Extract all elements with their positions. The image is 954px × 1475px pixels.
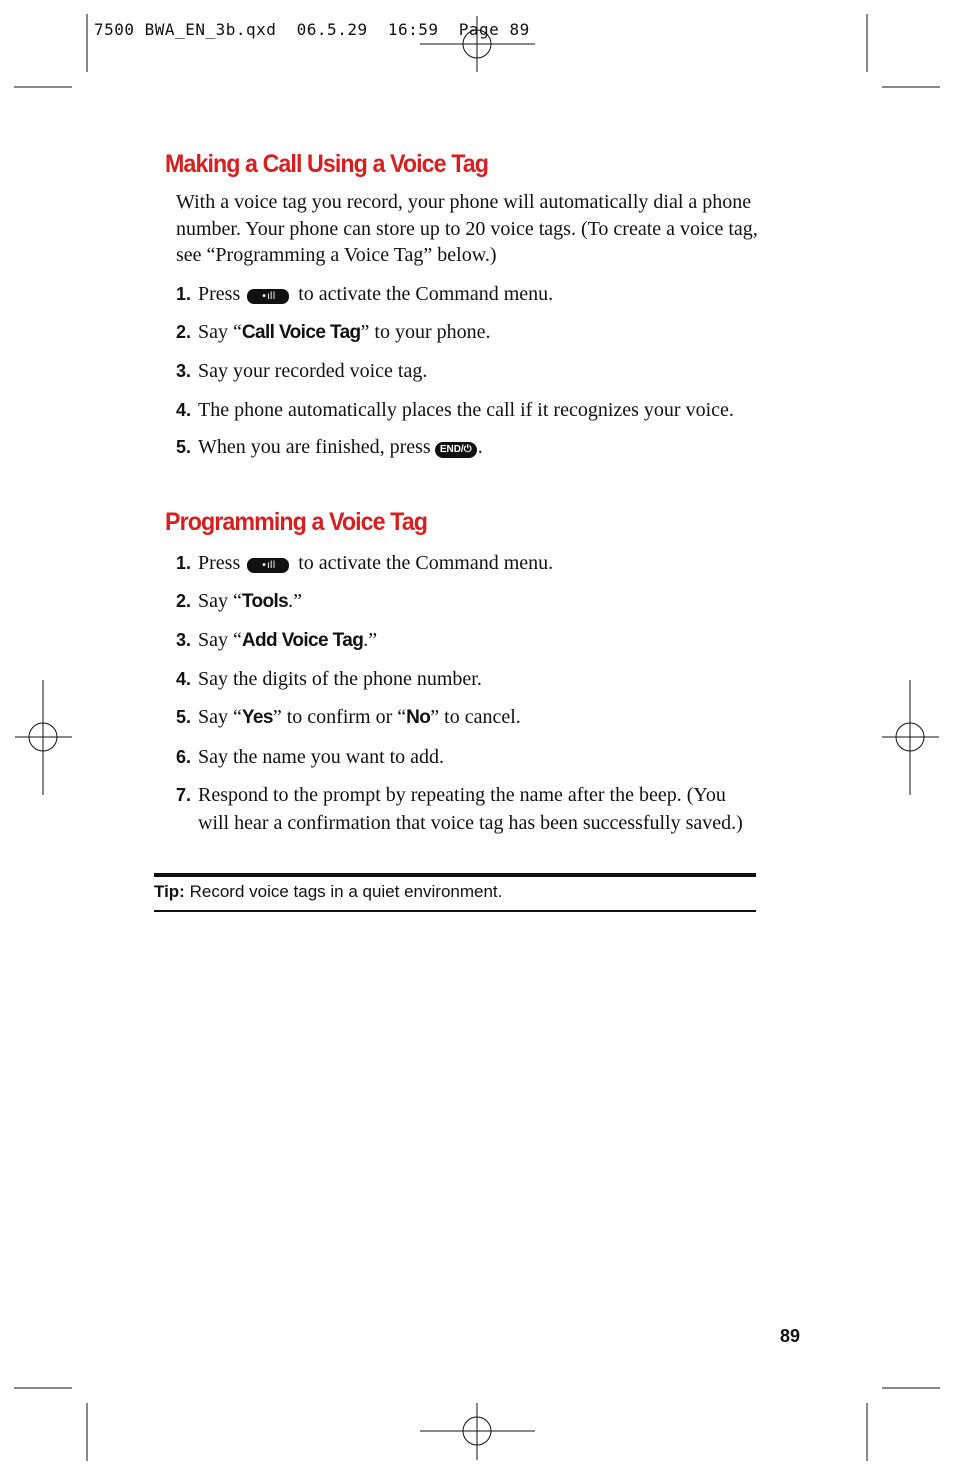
list-item: [176, 665, 761, 693]
list-item: [176, 280, 761, 308]
step-text: .”: [363, 629, 378, 651]
tip-box: [154, 873, 756, 912]
list-item: [176, 587, 761, 616]
step-number: 4.: [176, 669, 192, 689]
step-number: 4.: [176, 400, 192, 420]
step-number: 2.: [176, 591, 192, 611]
list-item: [176, 743, 761, 771]
tip-line: [154, 882, 502, 902]
step-text: The phone automatically places the call if it recognizes your voice.: [198, 399, 734, 421]
section-title-programming: Programming a Voice Tag: [165, 508, 427, 536]
step-text: Press: [198, 283, 241, 305]
steps-list-making-call: [176, 280, 761, 461]
list-item: [176, 549, 761, 577]
step-number: 5.: [176, 437, 192, 457]
step-text: Say your recorded voice tag.: [198, 360, 428, 382]
list-item: [176, 781, 761, 837]
registration-mark-right: [882, 680, 939, 795]
voice-command: Call Voice Tag: [241, 322, 361, 343]
section-title-making-call: Making a Call Using a Voice Tag: [165, 150, 489, 178]
registration-mark-left: [15, 680, 72, 795]
talk-key-icon: •ıll: [247, 558, 289, 573]
list-item: [176, 357, 761, 385]
step-number: 5.: [176, 707, 192, 727]
step-text: ” to confirm or “: [272, 706, 407, 728]
step-text: ” to your phone.: [360, 321, 491, 343]
step-text: Press: [198, 552, 241, 574]
step-text: Say “: [198, 629, 242, 651]
step-text: Say “: [198, 706, 242, 728]
registration-mark-top: [420, 16, 535, 72]
step-number: 7.: [176, 785, 192, 805]
step-text: Respond to the prompt by repeating the name after the beep. (You will hear a confirmation that voice tag has been successfully saved.): [198, 784, 743, 834]
voice-command: No: [406, 707, 431, 728]
step-text: ” to cancel.: [430, 706, 521, 728]
registration-mark-bottom: [420, 1403, 535, 1460]
step-text: When you are finished, press: [198, 436, 431, 458]
step-number: 1.: [176, 553, 192, 573]
talk-key-icon: •ıll: [247, 289, 289, 304]
end-power-key-icon: END/⏻: [435, 442, 477, 458]
page-number: 89: [780, 1326, 801, 1346]
voice-command: Yes: [241, 707, 273, 728]
step-text: Say the digits of the phone number.: [198, 668, 482, 690]
voice-command: Add Voice Tag: [241, 630, 364, 651]
step-number: 3.: [176, 630, 192, 650]
intro-paragraph: With a voice tag you record, your phone will automatically dial a phone number. Your phone can store up to 20 voice tags. (To create a voice tag, see “Programming a Voice Tag” below.): [176, 191, 758, 266]
step-text: Say “: [198, 590, 242, 612]
list-item: [176, 703, 761, 732]
step-text: Say “: [198, 321, 242, 343]
step-text: to activate the Command menu.: [298, 552, 554, 574]
tip-text: Record voice tags in a quiet environment.: [189, 882, 503, 901]
step-number: 3.: [176, 361, 192, 381]
step-text: .”: [288, 590, 303, 612]
voice-command: Tools: [241, 591, 289, 612]
steps-list-programming: [176, 549, 761, 837]
step-text: Say the name you want to add.: [198, 746, 445, 768]
list-item: [176, 626, 761, 655]
tip-label: Tip:: [154, 882, 185, 901]
list-item: [176, 433, 761, 461]
print-slug: 7500 BWA_EN_3b.qxd 06.5.29 16:59 Page 89: [94, 20, 530, 39]
step-text: .: [477, 436, 483, 458]
step-number: 2.: [176, 322, 192, 342]
step-text: to activate the Command menu.: [298, 283, 554, 305]
step-number: 6.: [176, 747, 192, 767]
list-item: [176, 396, 761, 424]
list-item: [176, 318, 761, 347]
step-number: 1.: [176, 284, 192, 304]
